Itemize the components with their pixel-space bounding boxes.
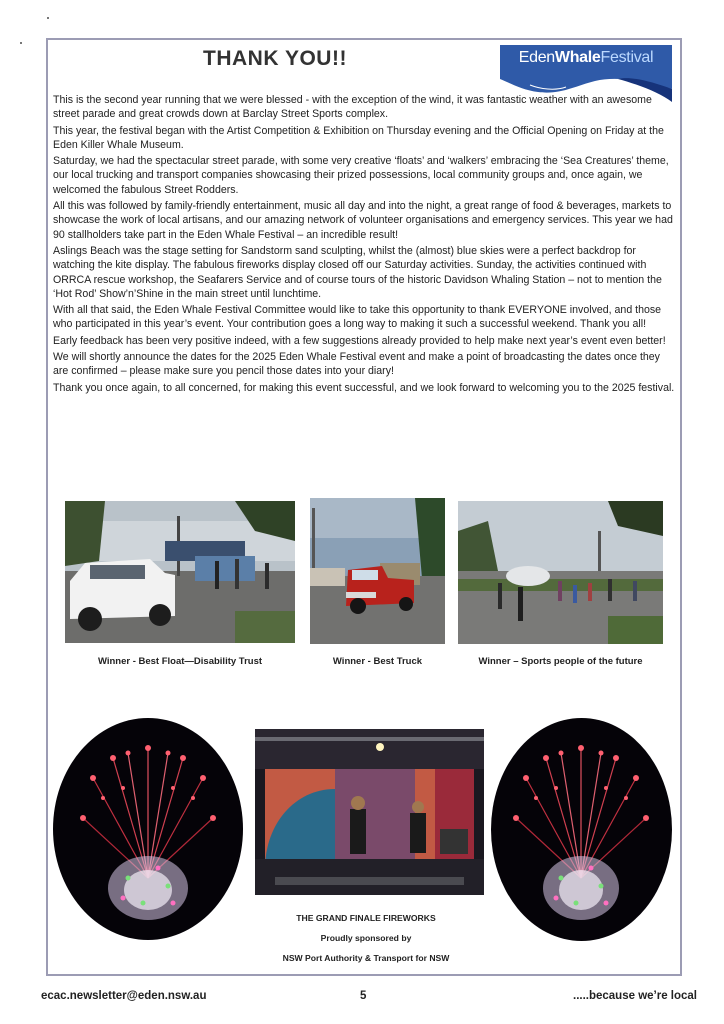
finale-sponsor-names: NSW Port Authority & Transport for NSW <box>282 953 450 963</box>
best-float-caption: Winner - Best Float—Disability Trust <box>97 656 263 667</box>
page-title: THANK YOU!! <box>203 47 347 70</box>
finale-caption <box>258 908 474 968</box>
sports-people-caption: Winner – Sports people of the future <box>478 656 643 667</box>
paragraph: This year, the festival began with the Artist Competition & Exhibition on Thursday evening and the Official Opening on Friday at the Eden Killer Whale Museum. <box>53 124 664 151</box>
logo-festival: Festival <box>600 49 654 66</box>
paragraph: Early feedback has been very positive indeed, with a few suggestions already provided to help make next year’s event even better! <box>53 334 666 347</box>
paragraph: All this was followed by family-friendly entertainment, music all day and into the night, a great range of food & beverages, markets to showcase the work of local artisans, and our amazing network of volunteer organisations and emergency services. This year we had 90 stallholders take part in the Eden Whale Festival – an incredible result! <box>53 200 673 241</box>
paragraph: Aslings Beach was the stage setting for Sandstorm sand sculpting, whilst the (almost) blue skies were a perfect backdrop for watching the kite display. The fabulous fireworks display closed off our Saturday activities. Sunday, the activities continued with ORRCA rescue workshop, the Seafarers Service and of course tours of the historic Davidson Whaling Station – not to mention the ‘Hot Rod’ Show’n’Shine in the main street until lunchtime. <box>53 244 662 300</box>
sports-people-photo <box>458 501 663 644</box>
fireworks-photo-right <box>491 718 672 941</box>
footer-page-number: 5 <box>360 990 367 1002</box>
paragraph: With all that said, the Eden Whale Festival Committee would like to take this opportunity to thank EVERYONE involved, and those who participated in this year’s event. Your contribution goes a long way to making it such a successful weekend. Thank you all! <box>53 304 662 331</box>
finale-title: THE GRAND FINALE FIREWORKS <box>296 913 436 923</box>
scan-speck <box>47 17 49 19</box>
logo-eden: Eden <box>518 49 555 66</box>
best-truck-caption: Winner - Best Truck <box>332 656 423 667</box>
paragraph: Saturday, we had the spectacular street parade, with some very creative ‘floats’ and ‘walkers’ embracing the ‘Sea Creatures’ theme, our local trucking and transport companies showcasing their prized possessions, local community groups and, once again, we welcomed the fabulous Street Rodders. <box>53 155 669 196</box>
paragraph: Thank you once again, to all concerned, for making this event successful, and we look forward to welcoming you to the 2025 festival. <box>53 381 675 394</box>
footer-email[interactable]: ecac.newsletter@eden.nsw.au <box>41 990 207 1002</box>
logo-whale: Whale <box>554 49 601 66</box>
best-truck-photo <box>310 498 445 644</box>
paragraph: This is the second year running that we were blessed - with the exception of the wind, it was fantastic weather with an awesome street parade and great crowds down at Barclay Street Sports complex. <box>53 94 652 121</box>
fireworks-photo-left <box>53 718 243 940</box>
best-float-photo <box>65 501 295 643</box>
footer-tagline: .....because we’re local <box>573 990 698 1002</box>
scan-speck <box>20 42 22 44</box>
stage-band-photo <box>255 729 484 895</box>
article-body <box>53 93 675 397</box>
logo-wordmark <box>500 49 672 67</box>
paragraph: We will shortly announce the dates for the 2025 Eden Whale Festival event and make a point of broadcasting the dates once they are confirmed – please make sure you pencil those dates into your diary! <box>53 351 660 378</box>
finale-sponsor-label: Proudly sponsored by <box>320 933 412 943</box>
